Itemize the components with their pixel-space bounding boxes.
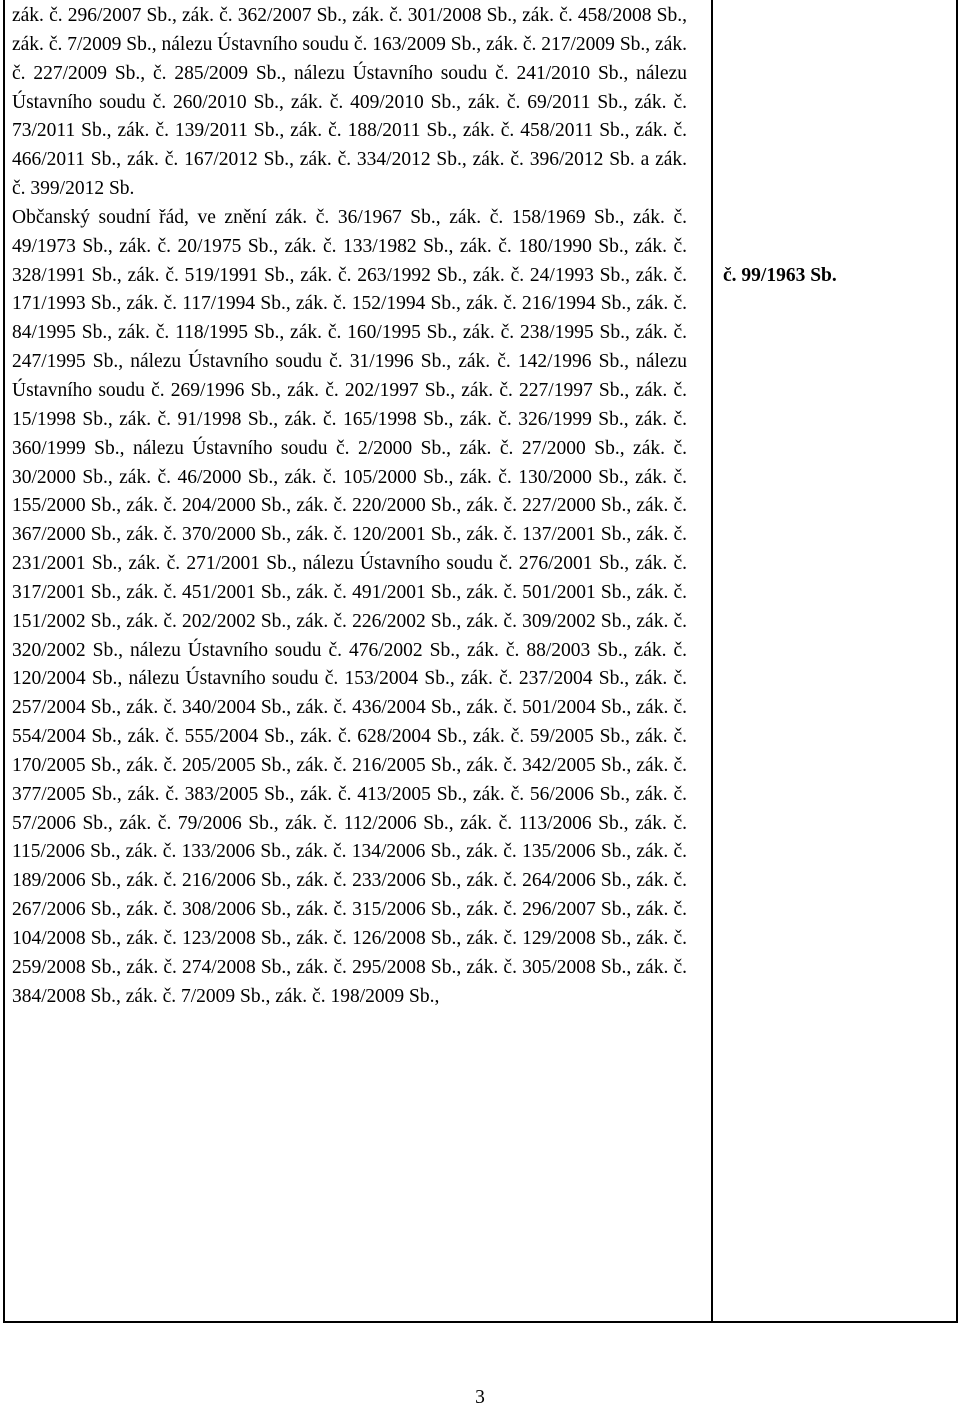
page-number: 3 bbox=[475, 1387, 485, 1408]
law-number-cell bbox=[713, 0, 956, 1321]
amendments-paragraph-continued: zák. č. 296/2007 Sb., zák. č. 362/2007 Sb., zák. č. 301/2008 Sb., zák. č. 458/2008 Sb., zák. č. 7/2009 Sb., nálezu Ústavního soudu č. 163/2009 Sb., zák. č. 217/2009 Sb., zák. č. 227/2009 Sb., č. 285/2009 Sb., nálezu Ústavního soudu č. 241/2010 Sb., nálezu Ústavního soudu č. 260/2010 Sb., zák. č. 409/2010 Sb., zák. č. 69/2011 Sb., zák. č. 73/2011 Sb., zák. č. 139/2011 Sb., zák. č. 188/2011 Sb., zák. č. 458/2011 Sb., zák. č. 466/2011 Sb., zák. č. 167/2012 Sb., zák. č. 334/2012 Sb., zák. č. 396/2012 Sb. a zák. č. 399/2012 Sb. bbox=[12, 5, 687, 200]
legislation-table bbox=[3, 0, 958, 1323]
law-number-label: č. 99/1963 Sb. bbox=[723, 265, 837, 286]
amendments-cell bbox=[5, 0, 713, 1321]
civil-procedure-code-amendments: Občanský soudní řád, ve znění zák. č. 36/1967 Sb., zák. č. 158/1969 Sb., zák. č. 49/1973 Sb., zák. č. 20/1975 Sb., zák. č. 133/1982 Sb., zák. č. 180/1990 Sb., zák. č. 328/1991 Sb., zák. č. 519/1991 Sb., zák. č. 263/1992 Sb., zák. č. 24/1993 Sb., zák. č. 171/1993 Sb., zák. č. 117/1994 Sb., zák. č. 152/1994 Sb., zák. č. 216/1994 Sb., zák. č. 84/1995 Sb., zák. č. 118/1995 Sb., zák. č. 160/1995 Sb., zák. č. 238/1995 Sb., zák. č. 247/1995 Sb., nálezu Ústavního soudu č. 31/1996 Sb., zák. č. 142/1996 Sb., nálezu Ústavního soudu č. 269/1996 Sb., zák. č. 202/1997 Sb., zák. č. 227/1997 Sb., zák. č. 15/1998 Sb., zák. č. 91/1998 Sb., zák. č. 165/1998 Sb., zák. č. 326/1999 Sb., zák. č. 360/1999 Sb., nálezu Ústavního soudu č. 2/2000 Sb., zák. č. 27/2000 Sb., zák. č. 30/2000 Sb., zák. č. 46/2000 Sb., zák. č. 105/2000 Sb., zák. č. 130/2000 Sb., zák. č. 155/2000 Sb., zák. č. 204/2000 Sb., zák. č. 220/2000 Sb., zák. č. 227/2000 Sb., zák. č. 367/2000 Sb., zák. č. 370/2000 Sb., zák. č. 120/2001 Sb., zák. č. 137/2001 Sb., zák. č. 231/2001 Sb., zák. č. 271/2001 Sb., nálezu Ústavního soudu č. 276/2001 Sb., zák. č. 317/2001 Sb., zák. č. 451/2001 Sb., zák. č. 491/2001 Sb., zák. č. 501/2001 Sb., zák. č. 151/2002 Sb., zák. č. 202/2002 Sb., zák. č. 226/2002 Sb., zák. č. 309/2002 Sb., zák. č. 320/2002 Sb., nálezu Ústavního soudu č. 476/2002 Sb., zák. č. 88/2003 Sb., zák. č. 120/2004 Sb., nálezu Ústavního soudu č. 153/2004 Sb., zák. č. 237/2004 Sb., zák. č. 257/2004 Sb., zák. č. 340/2004 Sb., zák. č. 436/2004 Sb., zák. č. 501/2004 Sb., zák. č. 554/2004 Sb., zák. č. 555/2004 Sb., zák. č. 628/2004 Sb., zák. č. 59/2005 Sb., zák. č. 170/2005 Sb., zák. č. 205/2005 Sb., zák. č. 216/2005 Sb., zák. č. 342/2005 Sb., zák. č. 377/2005 Sb., zák. č. 383/2005 Sb., zák. č. 413/2005 Sb., zák. č. 56/2006 Sb., zák. č. 57/2006 Sb., zák. č. 79/2006 Sb., zák. č. 112/2006 Sb., zák. č. 113/2006 Sb., zák. č. 115/2006 Sb., zák. č. 133/2006 Sb., zák. č. 134/2006 Sb., zák. č. 135/2006 Sb., zák. č. 189/2006 Sb., zák. č. 216/2006 Sb., zák. č. 233/2006 Sb., zák. č. 264/2006 Sb., zák. č. 267/2006 Sb., zák. č. 308/2006 Sb., zák. č. 315/2006 Sb., zák. č. 296/2007 Sb., zák. č. 104/2008 Sb., zák. č. 123/2008 Sb., zák. č. 126/2008 Sb., zák. č. 129/2008 Sb., zák. č. 259/2008 Sb., zák. č. 274/2008 Sb., zák. č. 295/2008 Sb., zák. č. 305/2008 Sb., zák. č. 384/2008 Sb., zák. č. 7/2009 Sb., zák. č. 198/2009 Sb., bbox=[12, 206, 687, 1007]
